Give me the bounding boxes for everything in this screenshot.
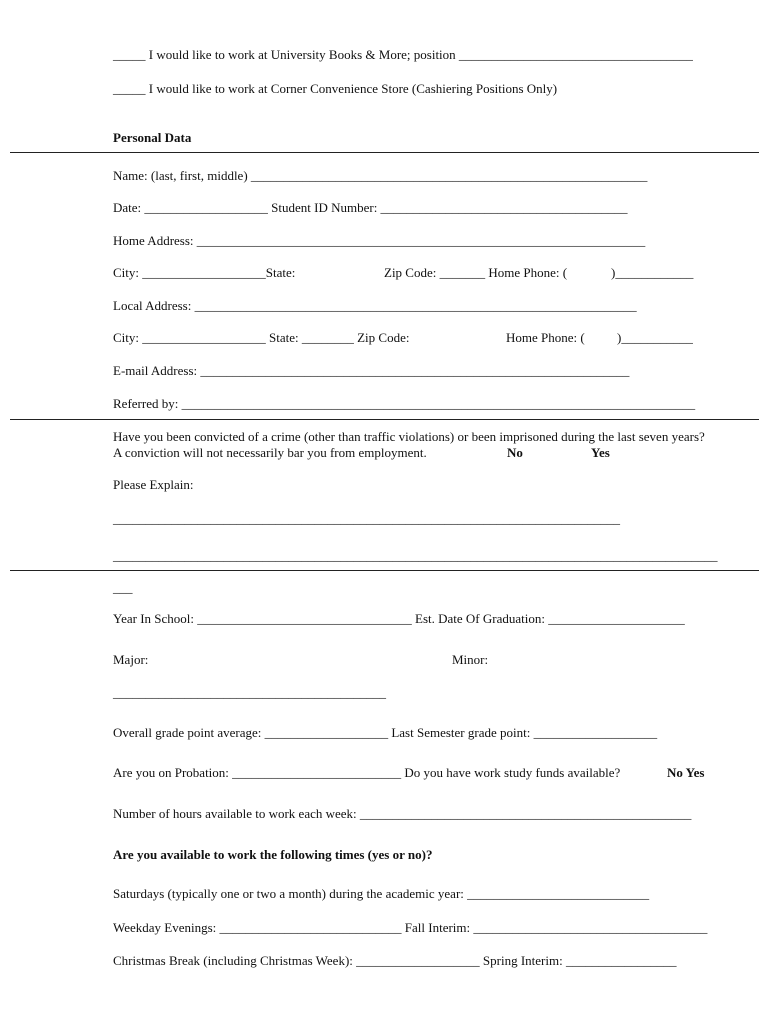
divider-middle	[10, 419, 759, 420]
explain-blank-line-3: ___	[113, 580, 133, 595]
divider-lower	[10, 570, 759, 571]
divider-top	[10, 152, 759, 153]
availability-heading: Are you available to work the following times (yes or no)?	[113, 847, 433, 862]
conviction-question: Have you been convicted of a crime (other than traffic violations) or been imprisoned during the last seven years?	[113, 429, 705, 444]
christmas-spring-interim-line: Christmas Break (including Christmas Week): ___________________ Spring Interim: _________________	[113, 953, 677, 968]
home-phone-close: )____________	[611, 265, 694, 280]
conviction-yes-option: Yes	[591, 445, 610, 460]
year-in-school-line: Year In School: _________________________________ Est. Date Of Graduation: _____________________	[113, 611, 685, 626]
major-label: Major:	[113, 652, 149, 667]
explain-blank-line-1: ______________________________________________________________________________	[113, 511, 620, 526]
local-address-line: Local Address: ____________________________________________________________________	[113, 298, 637, 313]
minor-label: Minor:	[452, 652, 489, 667]
local-city-state-zip-line: City: ___________________ State: ________ Zip Code:	[113, 330, 410, 345]
hours-available-line: Number of hours available to work each week: ___________________________________________________	[113, 806, 692, 821]
position-corner-store-line: _____ I would like to work at Corner Convenience Store (Cashiering Positions Only)	[113, 81, 558, 96]
name-field-line: Name: (last, first, middle) _____________________________________________________________	[113, 168, 648, 183]
gpa-line: Overall grade point average: ___________________ Last Semester grade point: ___________________	[113, 725, 658, 740]
explain-blank-line-2: _____________________________________________________________________________________________	[113, 548, 718, 563]
conviction-note: A conviction will not necessarily bar you from employment.	[113, 445, 427, 460]
probation-line: Are you on Probation: __________________________ Do you have work study funds available?	[113, 765, 621, 780]
home-city-state-line: City: ___________________State:	[113, 265, 296, 280]
local-phone-close: )___________	[617, 330, 693, 345]
weekday-fall-interim-line: Weekday Evenings: ____________________________ Fall Interim: ____________________________________	[113, 920, 708, 935]
major-blank-line: __________________________________________	[113, 685, 386, 700]
section-heading-personal-data: Personal Data	[113, 130, 192, 145]
referred-by-line: Referred by: _______________________________________________________________________________	[113, 396, 696, 411]
saturdays-line: Saturdays (typically one or two a month) during the academic year: ____________________________	[113, 886, 650, 901]
email-address-line: E-mail Address: __________________________________________________________________	[113, 363, 630, 378]
home-zip-phone-line: Zip Code: _______ Home Phone: (	[384, 265, 568, 280]
please-explain-label: Please Explain:	[113, 477, 194, 492]
work-study-options: No Yes	[667, 765, 705, 780]
position-university-books-line: _____ I would like to work at University Books & More; position ____________________________________	[113, 47, 693, 62]
date-student-id-line: Date: ___________________ Student ID Number: ______________________________________	[113, 200, 628, 215]
home-address-line: Home Address: _____________________________________________________________________	[113, 233, 646, 248]
local-phone-line: Home Phone: (	[506, 330, 585, 345]
conviction-no-option: No	[507, 445, 523, 460]
